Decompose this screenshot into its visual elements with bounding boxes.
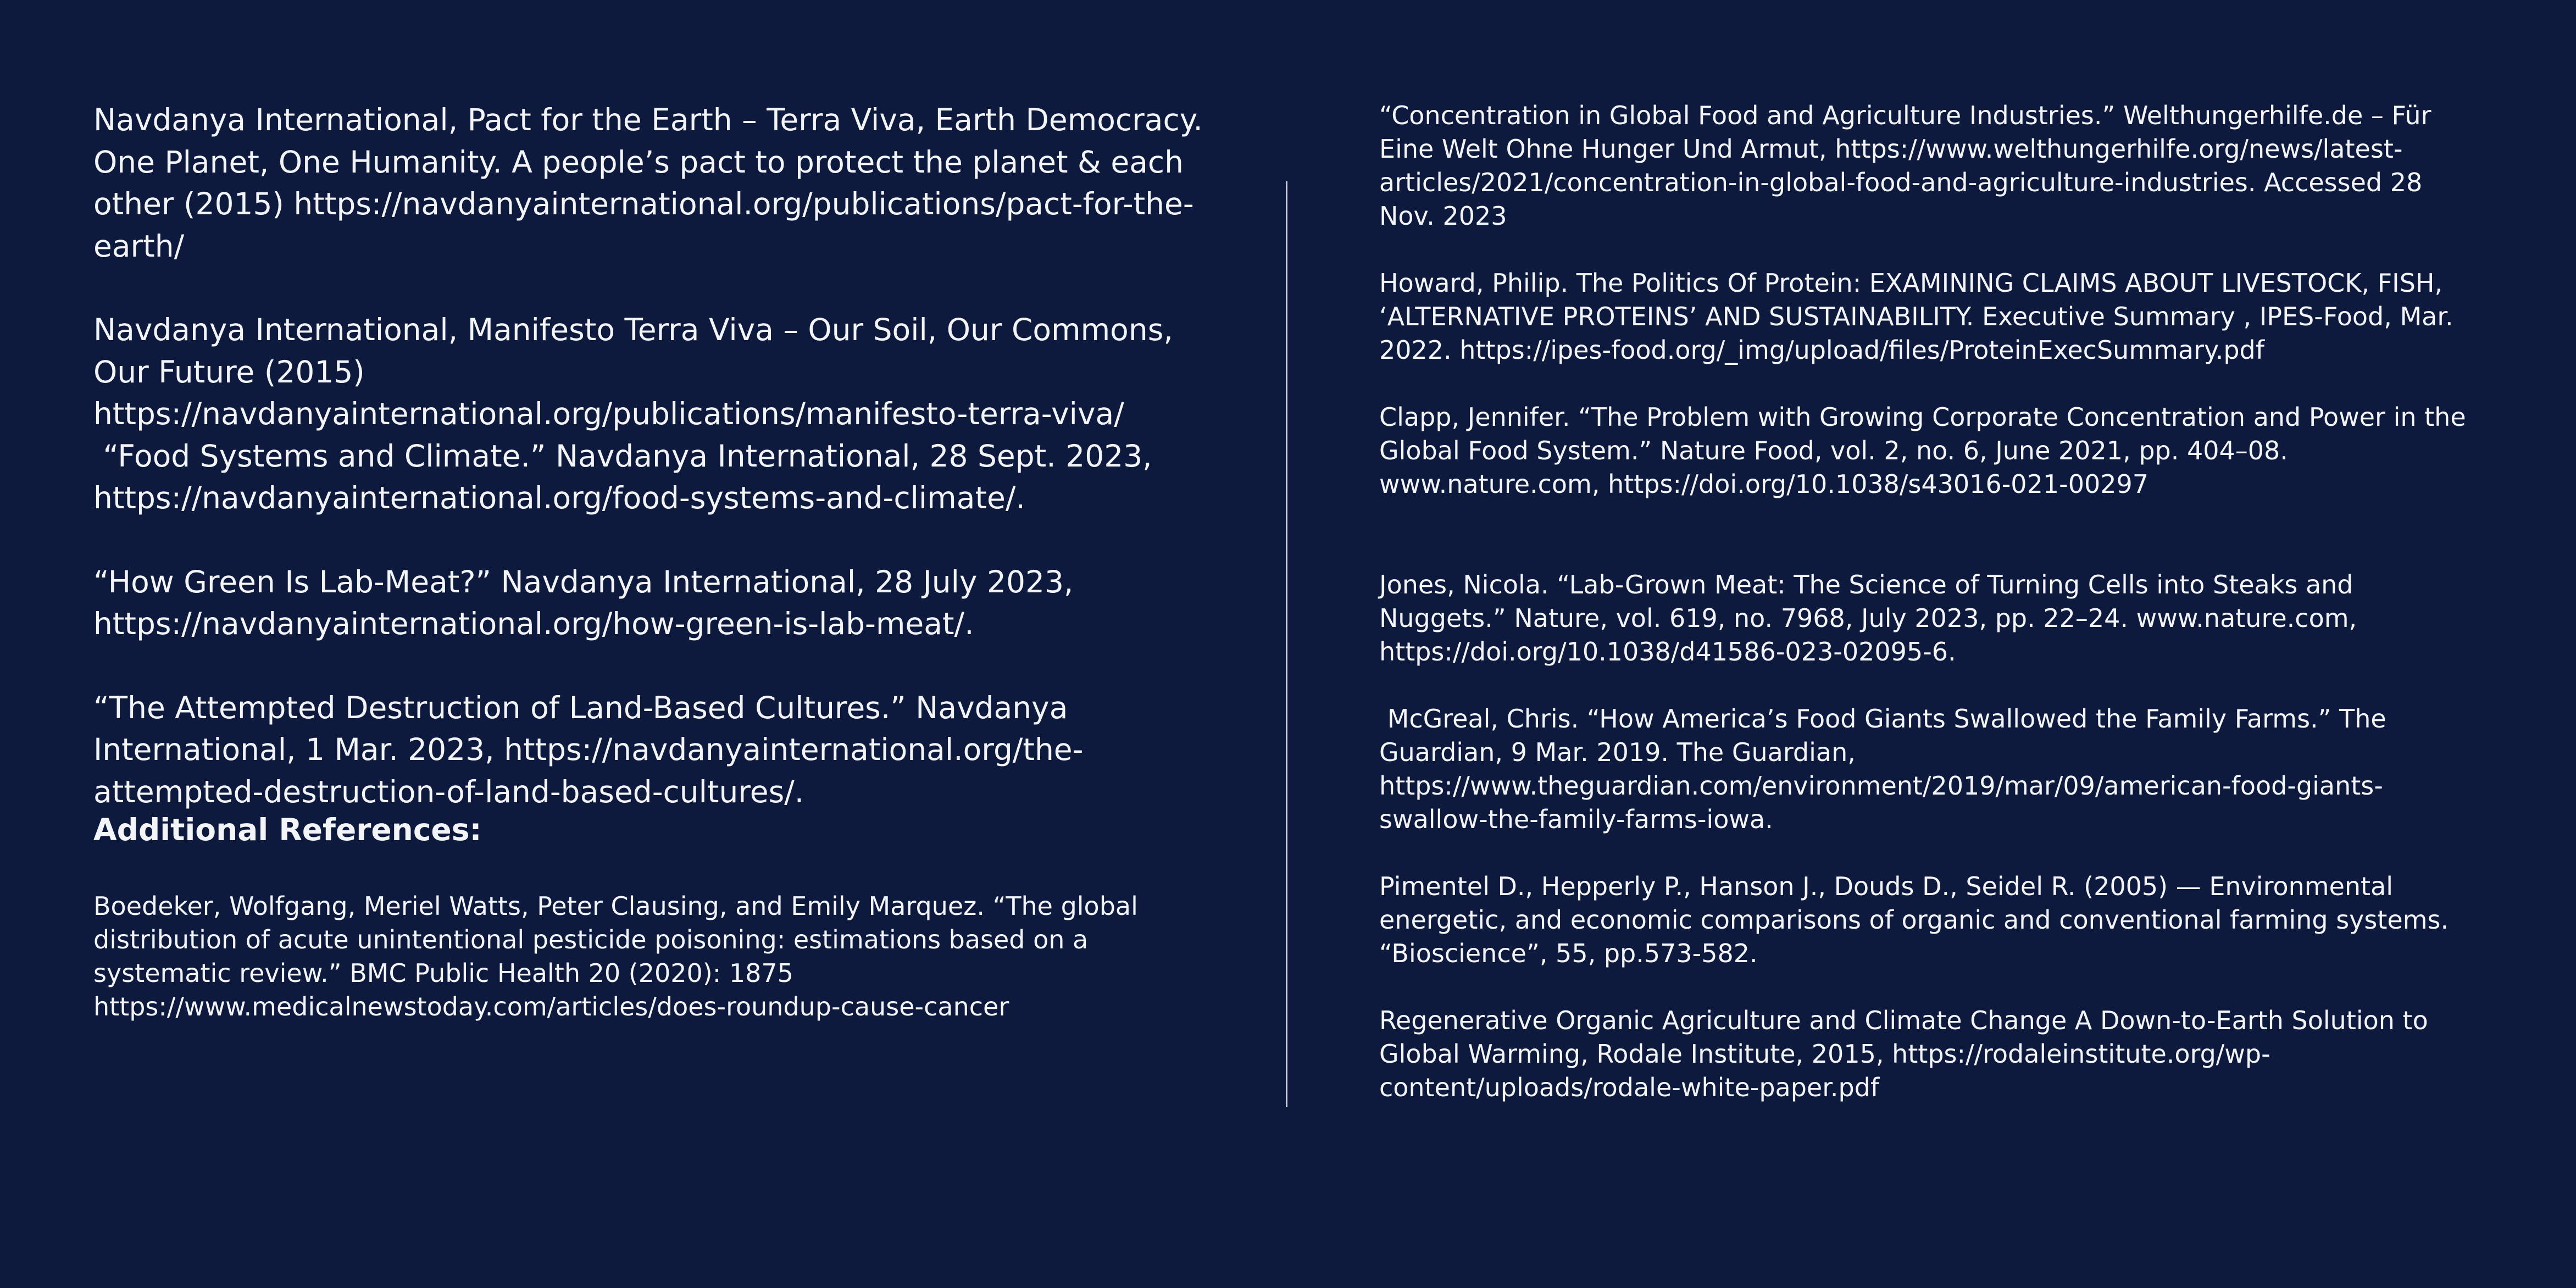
reference-how-green-is-lab-meat: “How Green Is Lab-Meat?” Navdanya International, 28 July 2023, https://navdanyainternational.org/how-green-is-lab-meat/.: [93, 564, 1074, 641]
left-reference-column: [93, 99, 1214, 1024]
reference-rodale: Regenerative Organic Agriculture and Climate Change A Down-to-Earth Solution to Global Warming, Rodale Institute, 2015, https://rodaleinstitute.org/wp-content/uploads/rodale-white-paper.pdf: [1379, 1006, 2428, 1102]
reference-howard: Howard, Philip. The Politics Of Protein: EXAMINING CLAIMS ABOUT LIVESTOCK, FISH, ‘ALTERNATIVE PROTEINS’ AND SUSTAINABILITY. Executive Summary , IPES-Food, Mar. 2022. https://ipes-food.org/_img/upload/files/ProteinExecSummary.pdf: [1379, 268, 2453, 365]
reference-pact-for-the-earth: Navdanya International, Pact for the Earth – Terra Viva, Earth Democracy. One Planet, One Humanity. A people’s pact to protect the planet & each other (2015) https://navdanyainternational.org/publications/pact-for-the-earth/: [93, 102, 1203, 264]
reference-boedeker: Boedeker, Wolfgang, Meriel Watts, Peter Clausing, and Emily Marquez. “The global distribution of acute unintentional pesticide poisoning: estimations based on a systematic review.” BMC Public Health 20 (2020): 1875 https://www.medicalnewstoday.com/articles/does-roundup-cause-cancer: [93, 891, 1138, 1021]
reference-attempted-destruction: “The Attempted Destruction of Land-Based Cultures.” Navdanya International, 1 Mar. 2023, https://navdanyainternational.org/the-attempted-destruction-of-land-based-cultures/.: [93, 690, 1084, 809]
reference-pimentel: Pimentel D., Hepperly P., Hanson J., Douds D., Seidel R. (2005) — Environmental energetic, and economic comparisons of organic and conventional farming systems. “Bioscience”, 55, pp.573-582.: [1379, 871, 2449, 968]
column-divider: [1286, 181, 1287, 1107]
right-reference-column: [1379, 99, 2484, 1104]
reference-food-systems-and-climate: “Food Systems and Climate.” Navdanya International, 28 Sept. 2023, https://navdanyainternational.org/food-systems-and-climate/.: [93, 438, 1162, 515]
reference-welthungerhilfe: “Concentration in Global Food and Agriculture Industries.” Welthungerhilfe.de – Für Eine Welt Ohne Hunger Und Armut, https://www.welthungerhilfe.org/news/latest-articles/2021/concentration-in-global-food-and-agriculture-industries. Accessed 28 Nov. 2023: [1379, 101, 2431, 231]
reference-mcgreal: McGreal, Chris. “How America’s Food Giants Swallowed the Family Farms.” The Guardian, 9 Mar. 2019. The Guardian, https://www.theguardian.com/environment/2019/mar/09/american-food-giants-swallow-the-family-farms-iowa.: [1379, 704, 2395, 834]
reference-jones: Jones, Nicola. “Lab-Grown Meat: The Science of Turning Cells into Steaks and Nuggets.” Nature, vol. 619, no. 7968, July 2023, pp. 22–24. www.nature.com, https://doi.org/10.1038/d41586-023-02095-6.: [1379, 570, 2357, 667]
reference-manifesto-terra-viva: Navdanya International, Manifesto Terra Viva – Our Soil, Our Commons, Our Future (2015) https://navdanyainternational.org/publications/manifesto-terra-viva/: [93, 312, 1173, 431]
reference-clapp: Clapp, Jennifer. “The Problem with Growing Corporate Concentration and Power in the Global Food System.” Nature Food, vol. 2, no. 6, June 2021, pp. 404–08. www.nature.com, https://doi.org/10.1038/s43016-021-00297: [1379, 402, 2466, 499]
additional-references-heading: Additional References:: [93, 812, 482, 847]
